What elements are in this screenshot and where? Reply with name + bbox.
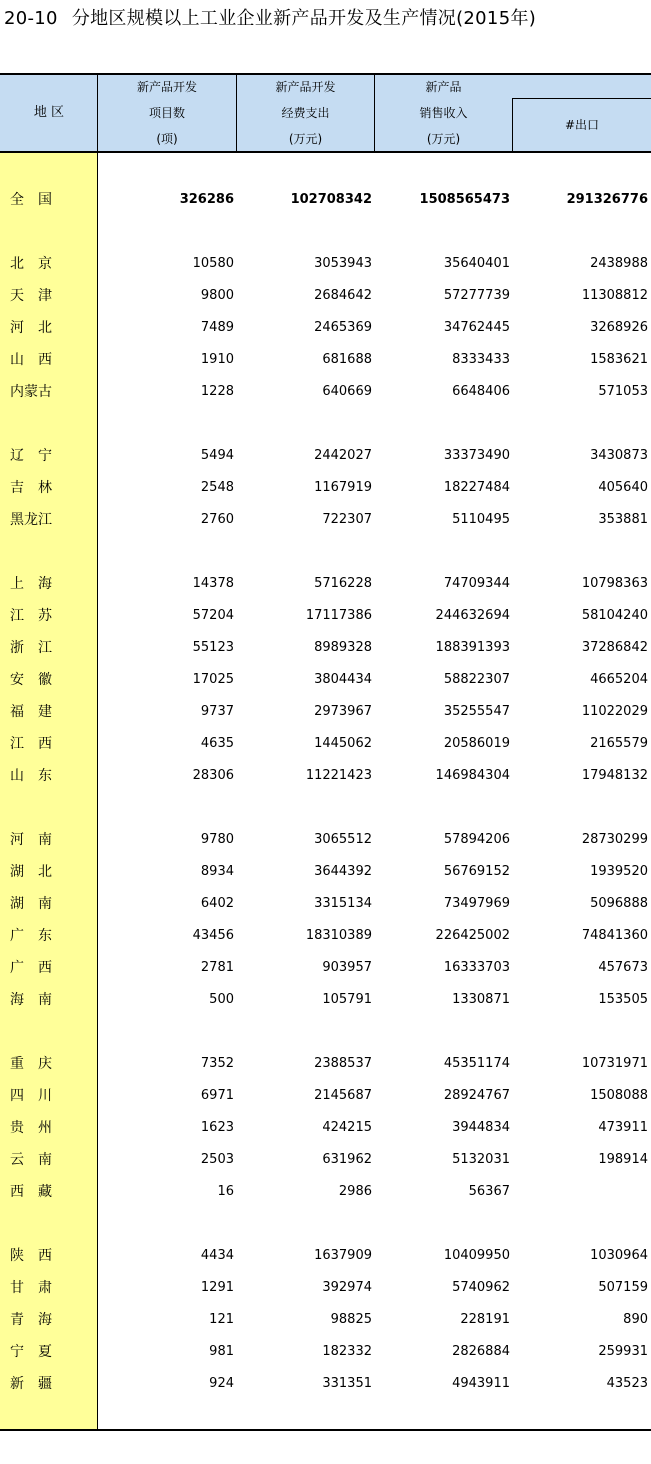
- region-name: 黑龙江: [10, 512, 52, 528]
- expenditure-cell: 3315134: [314, 896, 372, 911]
- region-name: 四 川: [10, 1088, 52, 1104]
- project-count-cell: 57204: [192, 608, 234, 623]
- sales-revenue-cell: 5740962: [452, 1280, 510, 1295]
- region-name: 安 徽: [10, 672, 52, 688]
- region-name: 重 庆: [10, 1056, 52, 1072]
- project-count-cell: 43456: [192, 928, 234, 943]
- project-count-cell: 5494: [200, 448, 234, 463]
- region-name: 吉 林: [10, 480, 52, 496]
- export-cell: 37286842: [581, 640, 648, 655]
- table-row: [0, 1272, 651, 1304]
- expenditure-cell: 1637909: [314, 1248, 372, 1263]
- project-count-cell: 28306: [192, 768, 234, 783]
- expenditure-cell: 331351: [322, 1376, 372, 1391]
- region-name: 江 西: [10, 736, 52, 752]
- export-cell: 10731971: [581, 1056, 648, 1071]
- region-name: 海 南: [10, 992, 52, 1008]
- table-row: [0, 984, 651, 1016]
- expenditure-cell: 2388537: [314, 1056, 372, 1071]
- table-row: [0, 248, 651, 280]
- export-cell: 507159: [598, 1280, 648, 1295]
- table-row-total: [0, 184, 651, 216]
- sales-revenue-cell: 188391393: [435, 640, 510, 655]
- expenditure-cell: 105791: [322, 992, 372, 1007]
- sales-revenue-cell: 73497969: [443, 896, 510, 911]
- export-cell: 457673: [598, 960, 648, 975]
- project-count-cell: 1910: [200, 352, 234, 367]
- sales-revenue-cell: 33373490: [443, 448, 510, 463]
- expenditure-cell: 2986: [338, 1184, 372, 1199]
- expenditure-cell: 102708342: [290, 192, 372, 207]
- project-count-cell: 2548: [200, 480, 234, 495]
- export-cell: 291326776: [566, 192, 648, 207]
- header-line: 新产品开发: [136, 80, 197, 94]
- project-count-cell: 7489: [200, 320, 234, 335]
- region-name: 辽 宁: [10, 448, 52, 464]
- table-row: [0, 920, 651, 952]
- project-count-cell: 326286: [179, 192, 234, 207]
- sales-revenue-cell: 226425002: [435, 928, 510, 943]
- expenditure-cell: 1167919: [314, 480, 372, 495]
- sales-revenue-cell: 34762445: [443, 320, 510, 335]
- table-row: [0, 824, 651, 856]
- project-count-cell: 981: [209, 1344, 234, 1359]
- table-row: [0, 1304, 651, 1336]
- expenditure-cell: 2442027: [314, 448, 372, 463]
- table-row: [0, 1112, 651, 1144]
- region-name: 云 南: [10, 1152, 52, 1168]
- table-row: [0, 1080, 651, 1112]
- region-name: 全 国: [10, 192, 52, 208]
- sales-revenue-cell: 57894206: [443, 832, 510, 847]
- sales-revenue-cell: 20586019: [443, 736, 510, 751]
- region-name: 新 疆: [10, 1376, 52, 1392]
- expenditure-cell: 18310389: [305, 928, 372, 943]
- region-name: 北 京: [10, 256, 52, 272]
- expenditure-cell: 17117386: [305, 608, 372, 623]
- expenditure-cell: 2145687: [314, 1088, 372, 1103]
- export-cell: 405640: [598, 480, 648, 495]
- sales-revenue-cell: 58822307: [443, 672, 510, 687]
- table-row: [0, 568, 651, 600]
- project-count-cell: 6971: [200, 1088, 234, 1103]
- export-cell: 2438988: [590, 256, 648, 271]
- project-count-cell: 2781: [200, 960, 234, 975]
- export-cell: 3268926: [590, 320, 648, 335]
- table-row: [0, 856, 651, 888]
- region-name: 上 海: [10, 576, 52, 592]
- sales-revenue-cell: 2826884: [452, 1344, 510, 1359]
- project-count-cell: 16: [217, 1184, 234, 1199]
- expenditure-cell: 1445062: [314, 736, 372, 751]
- project-count-cell: 55123: [192, 640, 234, 655]
- expenditure-cell: 3065512: [314, 832, 372, 847]
- project-count-cell: 14378: [192, 576, 234, 591]
- table-row: [0, 376, 651, 408]
- table-number: 20-10: [4, 8, 58, 29]
- project-count-cell: 500: [209, 992, 234, 1007]
- table-row: [0, 440, 651, 472]
- expenditure-cell: 98825: [330, 1312, 372, 1327]
- header-expenditure: [237, 74, 374, 152]
- export-cell: 259931: [598, 1344, 648, 1359]
- region-name: 广 东: [10, 928, 52, 944]
- sales-revenue-cell: 228191: [460, 1312, 510, 1327]
- expenditure-cell: 3644392: [314, 864, 372, 879]
- table-row: [0, 760, 651, 792]
- export-cell: 890: [623, 1312, 648, 1327]
- expenditure-cell: 5716228: [314, 576, 372, 591]
- export-cell: 1583621: [590, 352, 648, 367]
- region-name: 贵 州: [10, 1120, 52, 1136]
- region-name: 甘 肃: [10, 1280, 52, 1296]
- sales-revenue-cell: 45351174: [443, 1056, 510, 1071]
- region-name: 江 苏: [10, 608, 52, 624]
- expenditure-cell: 903957: [322, 960, 372, 975]
- expenditure-cell: 392974: [322, 1280, 372, 1295]
- table-row: [0, 632, 651, 664]
- export-cell: 3430873: [590, 448, 648, 463]
- project-count-cell: 121: [209, 1312, 234, 1327]
- table-row: [0, 280, 651, 312]
- table-row: [0, 696, 651, 728]
- region-name: 内蒙古: [10, 384, 52, 400]
- region-name: 福 建: [10, 704, 52, 720]
- export-cell: 43523: [606, 1376, 648, 1391]
- expenditure-cell: 681688: [322, 352, 372, 367]
- sales-revenue-cell: 56367: [468, 1184, 510, 1199]
- header-region: 地 区: [33, 105, 65, 120]
- header-line: (万元): [426, 132, 461, 146]
- export-cell: 1030964: [590, 1248, 648, 1263]
- sales-revenue-cell: 57277739: [443, 288, 510, 303]
- export-cell: 17948132: [581, 768, 648, 783]
- export-cell: 473911: [598, 1120, 648, 1135]
- table-row: [0, 888, 651, 920]
- project-count-cell: 1228: [200, 384, 234, 399]
- sales-revenue-cell: 35640401: [443, 256, 510, 271]
- expenditure-cell: 8989328: [314, 640, 372, 655]
- region-name: 山 西: [10, 352, 52, 368]
- project-count-cell: 1291: [200, 1280, 234, 1295]
- export-cell: 198914: [598, 1152, 648, 1167]
- region-name: 湖 北: [10, 864, 52, 880]
- region-name: 广 西: [10, 960, 52, 976]
- table-row: [0, 600, 651, 632]
- table-row: [0, 504, 651, 536]
- table-title: 分地区规模以上工业企业新产品开发及生产情况(2015年): [71, 8, 537, 29]
- sales-revenue-cell: 18227484: [443, 480, 510, 495]
- header-line: 新产品开发: [275, 80, 336, 94]
- sales-revenue-cell: 35255547: [443, 704, 510, 719]
- sales-revenue-cell: 5132031: [452, 1152, 510, 1167]
- export-cell: 58104240: [581, 608, 648, 623]
- project-count-cell: 9780: [200, 832, 234, 847]
- expenditure-cell: 2684642: [314, 288, 372, 303]
- expenditure-cell: 722307: [322, 512, 372, 527]
- sales-revenue-cell: 244632694: [435, 608, 510, 623]
- region-name: 山 东: [10, 768, 52, 784]
- region-name: 湖 南: [10, 896, 52, 912]
- table-row: [0, 1240, 651, 1272]
- table-row: [0, 472, 651, 504]
- export-cell: 11022029: [581, 704, 648, 719]
- project-count-cell: 2503: [200, 1152, 234, 1167]
- region-name: 西 藏: [10, 1184, 52, 1200]
- sales-revenue-cell: 146984304: [435, 768, 510, 783]
- header-export: #出口: [564, 118, 600, 132]
- project-count-cell: 4635: [200, 736, 234, 751]
- project-count-cell: 10580: [192, 256, 234, 271]
- sales-revenue-cell: 28924767: [443, 1088, 510, 1103]
- region-name: 青 海: [10, 1312, 52, 1328]
- table-row: [0, 344, 651, 376]
- header-line: 新产品: [425, 80, 462, 94]
- table-row: [0, 1176, 651, 1208]
- region-name: 陕 西: [10, 1248, 52, 1264]
- region-name: 浙 江: [10, 640, 52, 656]
- table-row: [0, 728, 651, 760]
- header-line: (万元): [288, 132, 323, 146]
- expenditure-cell: 2465369: [314, 320, 372, 335]
- sales-revenue-cell: 8333433: [452, 352, 510, 367]
- table-row: [0, 1368, 651, 1400]
- table-row: [0, 1144, 651, 1176]
- expenditure-cell: 631962: [322, 1152, 372, 1167]
- subheader-rule: [512, 98, 651, 99]
- project-count-cell: 4434: [200, 1248, 234, 1263]
- export-cell: 74841360: [581, 928, 648, 943]
- table-row: [0, 312, 651, 344]
- table-row: [0, 952, 651, 984]
- project-count-cell: 7352: [200, 1056, 234, 1071]
- expenditure-cell: 182332: [322, 1344, 372, 1359]
- region-name: 宁 夏: [10, 1344, 52, 1360]
- project-count-cell: 8934: [200, 864, 234, 879]
- project-count-cell: 17025: [192, 672, 234, 687]
- project-count-cell: 9800: [200, 288, 234, 303]
- project-count-cell: 2760: [200, 512, 234, 527]
- header-line: (项): [156, 132, 178, 146]
- sales-revenue-cell: 5110495: [452, 512, 510, 527]
- sales-revenue-cell: 6648406: [452, 384, 510, 399]
- sales-revenue-cell: 1508565473: [419, 192, 510, 207]
- header-sales-revenue: [375, 74, 512, 152]
- expenditure-cell: 3053943: [314, 256, 372, 271]
- table-row: [0, 664, 651, 696]
- project-count-cell: 9737: [200, 704, 234, 719]
- header-line: 销售收入: [419, 106, 468, 120]
- expenditure-cell: 424215: [322, 1120, 372, 1135]
- export-cell: 1939520: [590, 864, 648, 879]
- region-name: 河 北: [10, 320, 52, 336]
- expenditure-cell: 2973967: [314, 704, 372, 719]
- project-count-cell: 1623: [200, 1120, 234, 1135]
- export-cell: 2165579: [590, 736, 648, 751]
- header-line: 经费支出: [281, 106, 330, 120]
- sales-revenue-cell: 3944834: [452, 1120, 510, 1135]
- region-name: 河 南: [10, 832, 52, 848]
- region-name: 天 津: [10, 288, 52, 304]
- expenditure-cell: 3804434: [314, 672, 372, 687]
- expenditure-cell: 640669: [322, 384, 372, 399]
- page-title: [4, 4, 536, 30]
- sales-revenue-cell: 74709344: [443, 576, 510, 591]
- export-cell: 1508088: [590, 1088, 648, 1103]
- header-project-count: [98, 74, 236, 152]
- table-row: [0, 1336, 651, 1368]
- export-cell: 10798363: [581, 576, 648, 591]
- header-line: 项目数: [148, 106, 185, 120]
- expenditure-cell: 11221423: [305, 768, 372, 783]
- export-cell: 153505: [598, 992, 648, 1007]
- sales-revenue-cell: 4943911: [452, 1376, 510, 1391]
- project-count-cell: 6402: [200, 896, 234, 911]
- sales-revenue-cell: 1330871: [452, 992, 510, 1007]
- export-cell: 11308812: [581, 288, 648, 303]
- sales-revenue-cell: 56769152: [443, 864, 510, 879]
- export-cell: 353881: [598, 512, 648, 527]
- table-row: [0, 1048, 651, 1080]
- sales-revenue-cell: 16333703: [443, 960, 510, 975]
- export-cell: 5096888: [590, 896, 648, 911]
- sales-revenue-cell: 10409950: [443, 1248, 510, 1263]
- export-cell: 571053: [598, 384, 648, 399]
- export-cell: 4665204: [590, 672, 648, 687]
- project-count-cell: 924: [209, 1376, 234, 1391]
- export-cell: 28730299: [581, 832, 648, 847]
